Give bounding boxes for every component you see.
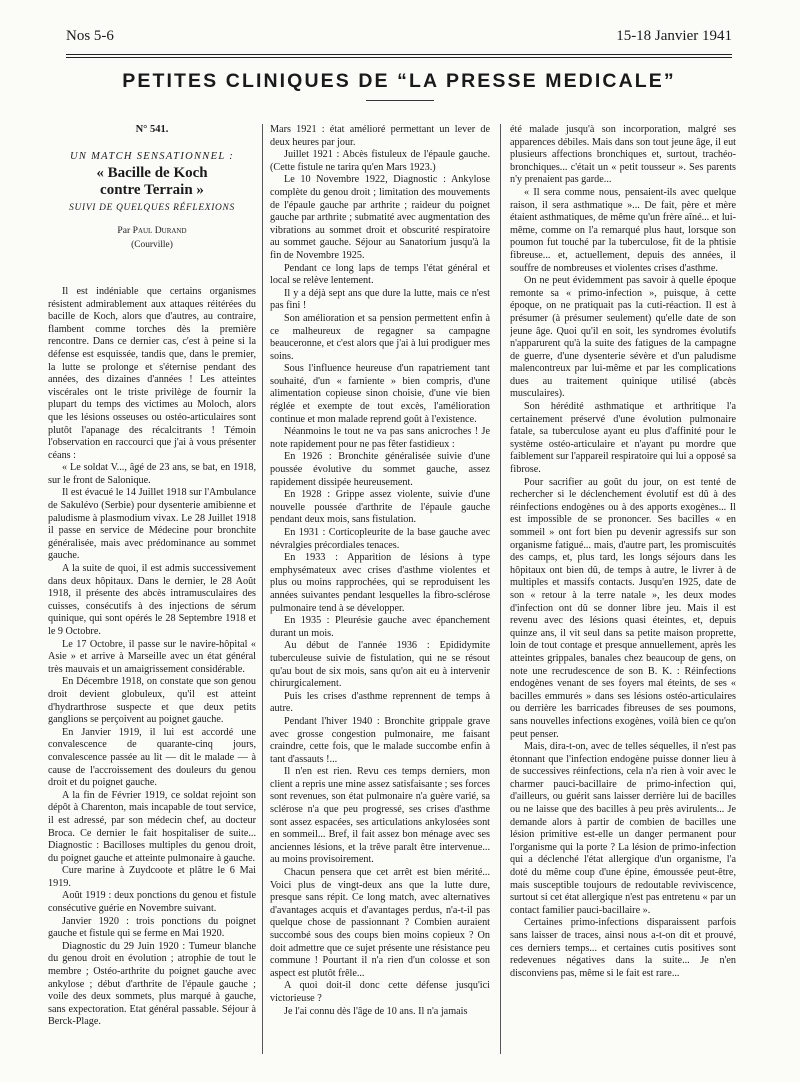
paragraph: En Décembre 1918, on constate que son genou droit devient globuleux, qu'il est atteint d'hydrarthrose suspecte et que deux petits ganglions se perçoivent au poignet gauche. bbox=[48, 676, 256, 726]
paragraph: Certaines primo-infections disparaissent parfois sans laisser de traces, ainsi nous a-t-on dit et prouvé, ces derniers temps... et certaines cutis positives sont redevenues négatives dans la suite... Je n'en disconviens pas, même si le fait est rare... bbox=[510, 917, 736, 979]
issue-date: 15-18 Janvier 1941 bbox=[616, 28, 732, 44]
paragraph: En Janvier 1919, il lui est accordé une convalescence de quarante-cinq jours, convalescence passée au lit — dit le malade — à cause de l'accroissement des douleurs du genou droit et du poignet gauche. bbox=[48, 726, 256, 789]
paragraph: Janvier 1920 : trois ponctions du poignet gauche et fistule qui se ferme en Mai 1920. bbox=[48, 915, 256, 940]
paragraph: Mais, dira-t-on, avec de telles séquelles, il n'est pas étonnant que l'infection endogène puisse donner lieu à de successives réinfections, cela n'a rien à voir avec le charmer pauci-bacillaire de primo-infection qui, d'ailleurs, ou guérit sans laisser derrière lui de bacilles ou ne laisse que des bacilles à peu près avirulents... Je demande alors à partir de combien de bacilles une lésion primitive est-elle un danger permanent pour l'organisme qui la porte ? La lésion de primo-infection qui a déclenché l'état allergique d'un organisme, l'a doté du même coup d'une épine, émoussée peut-être, mais susceptible toujours de redoutable reviviscence, surtout si cet état allergique n'est pas entretenu « par un contact familier pauci-bacillaire ». bbox=[510, 741, 736, 916]
paragraph: En 1926 : Bronchite généralisée suivie d'une poussée évolutive du sommet gauche, assez rapidement dissipée heureusement. bbox=[270, 451, 490, 488]
paragraph: En 1935 : Pleurésie gauche avec épanchement durant un mois. bbox=[270, 615, 490, 639]
article-kicker: UN MATCH SENSATIONNEL : bbox=[70, 150, 234, 162]
paragraph: « Il sera comme nous, pensaient-ils avec quelque raison, il sera asthmatique »... De fait, père et mère étaient asthmatiques, de même qu'un frère aîné... et lui-même, comme on l'a remarqué plus haut, lorsque son poumon fut touché par la tuberculose, fit de la phtisie fibreuse... et, actuellement, depuis des années, il souffre de nombreuses et violentes crises d'asthme. bbox=[510, 186, 736, 274]
column-divider-1 bbox=[262, 124, 263, 1054]
paragraph: Cure marine à Zuydcoote et plâtre le 6 Mai 1919. bbox=[48, 865, 256, 889]
paragraph: On ne peut évidemment pas savoir à quelle époque remonte sa « primo-infection », puisque, à cette époque, on ne pratiquait pas la cuti-réaction. Il est à présumer (à présumer seulement) qu'elle date de son jeune âge. Quoi qu'il en soit, les syndromes évolutifs n'apparurent qu'à la suite des fatigues de la campagne de guerre, d'une dysenterie sévère et d'un paludisme malencontreux par lui-même et par les complications dues au traitement quinique utilisé (abcès musculaires). bbox=[510, 275, 736, 400]
paragraph: Pendant l'hiver 1940 : Bronchite grippale grave avec grosse congestion pulmonaire, me faisant craindre, cette fois, que le malade succombe enfin à tant d'assauts !... bbox=[270, 715, 490, 765]
running-header bbox=[66, 28, 732, 52]
paragraph: Août 1919 : deux ponctions du genou et fistule consécutive guérie en Novembre suivant. bbox=[48, 890, 256, 915]
paragraph: En 1933 : Apparition de lésions à type emphysémateux avec crises d'asthme violentes et plus ou moins rapprochées, qui se reproduisent les années suivantes pendant lesquelles la fibro-sclérose pulmonaire tend à se développer. bbox=[270, 552, 490, 614]
paragraph: été malade jusqu'à son incorporation, malgré ses apparences débiles. Mais dans son tout jeune âge, il eut plusieurs affections bronchiques et, surtout, trachéo-bronchiques... c'était un « petit tousseur ». Ses parents n'y prenaient pas garde... bbox=[510, 124, 736, 186]
paragraph: Mars 1921 : état amélioré permettant un lever de deux heures par jour. bbox=[270, 124, 490, 148]
article-subtitle: SUIVI DE QUELQUES RÉFLEXIONS bbox=[69, 203, 235, 214]
column-divider-2 bbox=[500, 124, 501, 1054]
paragraph: Il y a déjà sept ans que dure la lutte, mais ce n'est pas fini ! bbox=[270, 287, 490, 312]
paragraph: Le 17 Octobre, il passe sur le navire-hôpital « Asie » et arrive à Marseille avec un état général très mauvais et un amaigrissement considérable. bbox=[48, 638, 256, 675]
column-2 bbox=[270, 124, 490, 1064]
paragraph: Diagnostic du 29 Juin 1920 : Tumeur blanche du genou droit en évolution ; atrophie de tout le membre ; Ostéo-arthrite du poignet gauche avec ankylose ; début d'arthrite de l'épaule gauche ; voile des deux sommets, plus marqué à gauche, sans expectoration. Etat général passable. Séjour à Berck-Plage. bbox=[48, 940, 256, 1028]
paragraph: En 1928 : Grippe assez violente, suivie d'une nouvelle poussée d'arthrite de l'épaule gauche pendant deux mois, sans fistulation. bbox=[270, 489, 490, 526]
paragraph: Son amélioration et sa pension permettent enfin à ce malheureux de regagner sa campagne beauceronne, et c'est alors que j'ai à lui prodiguer mes soins. bbox=[270, 312, 490, 362]
column-3 bbox=[510, 124, 736, 1064]
column-2-body bbox=[270, 124, 490, 1018]
byline-prefix: Par bbox=[117, 224, 133, 236]
paragraph: En 1931 : Corticopleurite de la base gauche avec névralgies précordiales tenaces. bbox=[270, 527, 490, 551]
article-byline bbox=[48, 225, 256, 238]
masthead-rule bbox=[366, 100, 434, 101]
paragraph: Puis les crises d'asthme reprennent de temps à autre. bbox=[270, 690, 490, 715]
paragraph: Il n'en est rien. Revu ces temps derniers, mon client a repris une mine assez satisfaisante ; ses forces sont revenues, son état pulmonaire n'a guère varié, sa sclérose n'a que peu progressé, ses crises d'asthme sont assez espacées, ses articulations ankylosées sont en sommeil... Bref, il fait assez bon ménage avec ses anciennes lésions, et la trêve paralt être intervenue... au moins provisoirement. bbox=[270, 766, 490, 866]
paragraph: A quoi doit-il donc cette défense jusqu'ici victorieuse ? bbox=[270, 980, 490, 1004]
header-rule-bottom bbox=[66, 57, 732, 58]
paragraph: A la fin de Février 1919, ce soldat rejoint son dépôt à Charenton, mais incapable de tout service, il est adressé, par son médecin chef, au docteur Broca. Ce dernier le fait hospitaliser de suite... Diagnostic : Bacilloses multiples du genou droit, du poignet gauche et atteinte pulmonaire à gauche. bbox=[48, 789, 256, 864]
paragraph: Il est indéniable que certains organismes résistent admirablement aux attaques réitérées du bacille de Koch, alors que d'autres, au contraire, flambent comme torches dès la première rencontre. Dans ce dernier cas, c'est à peine si la défense est esquissée, tandis que, dans le premier, la lutte se prolonge et s'éternise pendant des années, des dizaines d'années ! Les atteintes viscérales ont le triste privilège de fournir la plupart du temps des victimes au Moloch, alors que les lésions osseuses ou ostéo-articulaires sont plutôt l'apanage des récalcitrants ! Témoin l'observation en raccourci que j'ai à vous présenter céans : bbox=[48, 285, 256, 461]
paragraph: Je l'ai connu dès l'âge de 10 ans. Il n'a jamais bbox=[284, 1005, 468, 1017]
paragraph: Chacun pensera que cet arrêt est bien mérité... Voici plus de vingt-deux ans que la lutte dure, presque sans répit. Ce long match, avec alternatives d'avantages acquis et d'avantages perdus, n'a-t-il pas quelque chose de passionnant ? Combien auraient succombé sous des coups bien moins copieux ? On doit admettre que ce sujet présente une résistance peu commune ! Pourtant il n'a rien d'un colosse et son aspect est plutôt frêle... bbox=[270, 867, 490, 979]
article-title-line-1: « Bacille de Koch bbox=[96, 165, 208, 182]
column-1 bbox=[48, 124, 256, 1064]
paragraph: Néanmoins le tout ne va pas sans anicroches ! Je note rapidement pour ne pas fêter fastidieux : bbox=[270, 426, 490, 450]
column-1-body bbox=[48, 286, 256, 1029]
paragraph: Sous l'influence heureuse d'un rapatriement tant souhaité, d'un « farniente » bien compris, d'une alimentation copieuse sinon choisie, d'une vie bien réglée et exempte de tout excès, l'amélioration continue et mon malade reprend goût à l'existence. bbox=[270, 363, 490, 425]
header-rule-top bbox=[66, 54, 732, 55]
author-locality: (Courville) bbox=[131, 240, 173, 251]
masthead-title: PETITES CLINIQUES DE “LA PRESSE MEDICALE” bbox=[122, 70, 676, 92]
author-name: Paul Durand bbox=[132, 224, 187, 236]
paragraph: Son hérédité asthmatique et arthritique l'a certainement préservé d'une évolution pulmonaire fatale, sa tuberculose ayant eu plus d'affinité pour le système ostéo-articulaire et n'ayant pu mordre que faiblement sur l'appareil respiratoire qui lui a opposé sa fibrose. bbox=[510, 401, 736, 476]
issue-number: Nos 5-6 bbox=[66, 28, 114, 44]
paragraph: Le 10 Novembre 1922, Diagnostic : Ankylose complète du genou droit ; limitation des mouvements de l'épaule gauche par arthrite ; raideur du poignet gauche par arthrite ; submatité avec augmentation des vibrations au sommet droit et obscurité respiratoire au sommet gauche. Séjour au Sanatorium jusqu'à la fin de Novembre 1925. bbox=[270, 174, 490, 261]
column-3-body bbox=[510, 124, 736, 980]
paragraph: Juillet 1921 : Abcès fistuleux de l'épaule gauche. (Cette fistule ne tarira qu'en Mars 1923.) bbox=[270, 149, 490, 173]
paragraph: Il est évacué le 14 Juillet 1918 sur l'Ambulance de Sakulévo (Serbie) pour dysenterie amibienne et paludisme à plasmodium vivax. Le 28 Juillet 1918 il passe en service de Médecine pour bronchite généralisée, mais avec prédominance au sommet gauche. bbox=[48, 487, 256, 562]
article-title-line-2: contre Terrain » bbox=[100, 182, 204, 199]
article-number: N° 541. bbox=[135, 124, 169, 135]
paragraph: A la suite de quoi, il est admis successivement dans deux hôpitaux. Dans le dernier, le 28 Août 1918, il présente des abcès intramusculaires des cuisses, consécutifs à des injections de sérum quinique, qui sont opérés le 28 Septembre 1918 et le 9 Octobre. bbox=[48, 563, 256, 637]
paragraph: Au début de l'année 1936 : Epididymite tuberculeuse suivie de fistulation, qui ne se résout qu'au bout de six mois, sans qu'on ait eu à intervenir chirurgicalement. bbox=[270, 640, 490, 690]
paragraph: « Le soldat V..., âgé de 23 ans, se bat, en 1918, sur le front de Salonique. bbox=[48, 462, 256, 486]
paragraph: Pour sacrifier au goût du jour, on est tenté de rechercher si le déclenchement évolutif est dû à des réinfections endogènes ou à des apports exogènes... Il est impossible de se prononcer. Ses bacilles « en sommeil » ont fort bien pu devenir agressifs sur son organisme fatigué... mais, d'autre part, les promiscuités des camps, et, plus tard, les longs séjours dans les hôpitaux ont bien dû, de temps à autre, le livrer à de multiples et massifs contacts. Jusqu'en 1925, date de son « retour à la terre natale », les deux modes d'infection ont dû se donner libre jeu. Mais il est revenu avec des lésions quasi éteintes, et, depuis quinze ans, il vit seul dans sa petite maison proprette, loin de tout contage et presque annuellement, après les atteintes grippales, banales chez beaucoup de gens, on note une recrudescence de son B. K. : Réinfections endogènes venant de ses foyers mal éteints, de ses « bacilles emmurés » dans ses lésions ostéo-articulaires ou derrière les barricades fibreuses de ses poumons, sans nouvelles infections exogènes, voilà bien ce qu'on peut penser. bbox=[510, 476, 736, 740]
paragraph: Pendant ce long laps de temps l'état général et local se relève lentement. bbox=[270, 262, 490, 287]
